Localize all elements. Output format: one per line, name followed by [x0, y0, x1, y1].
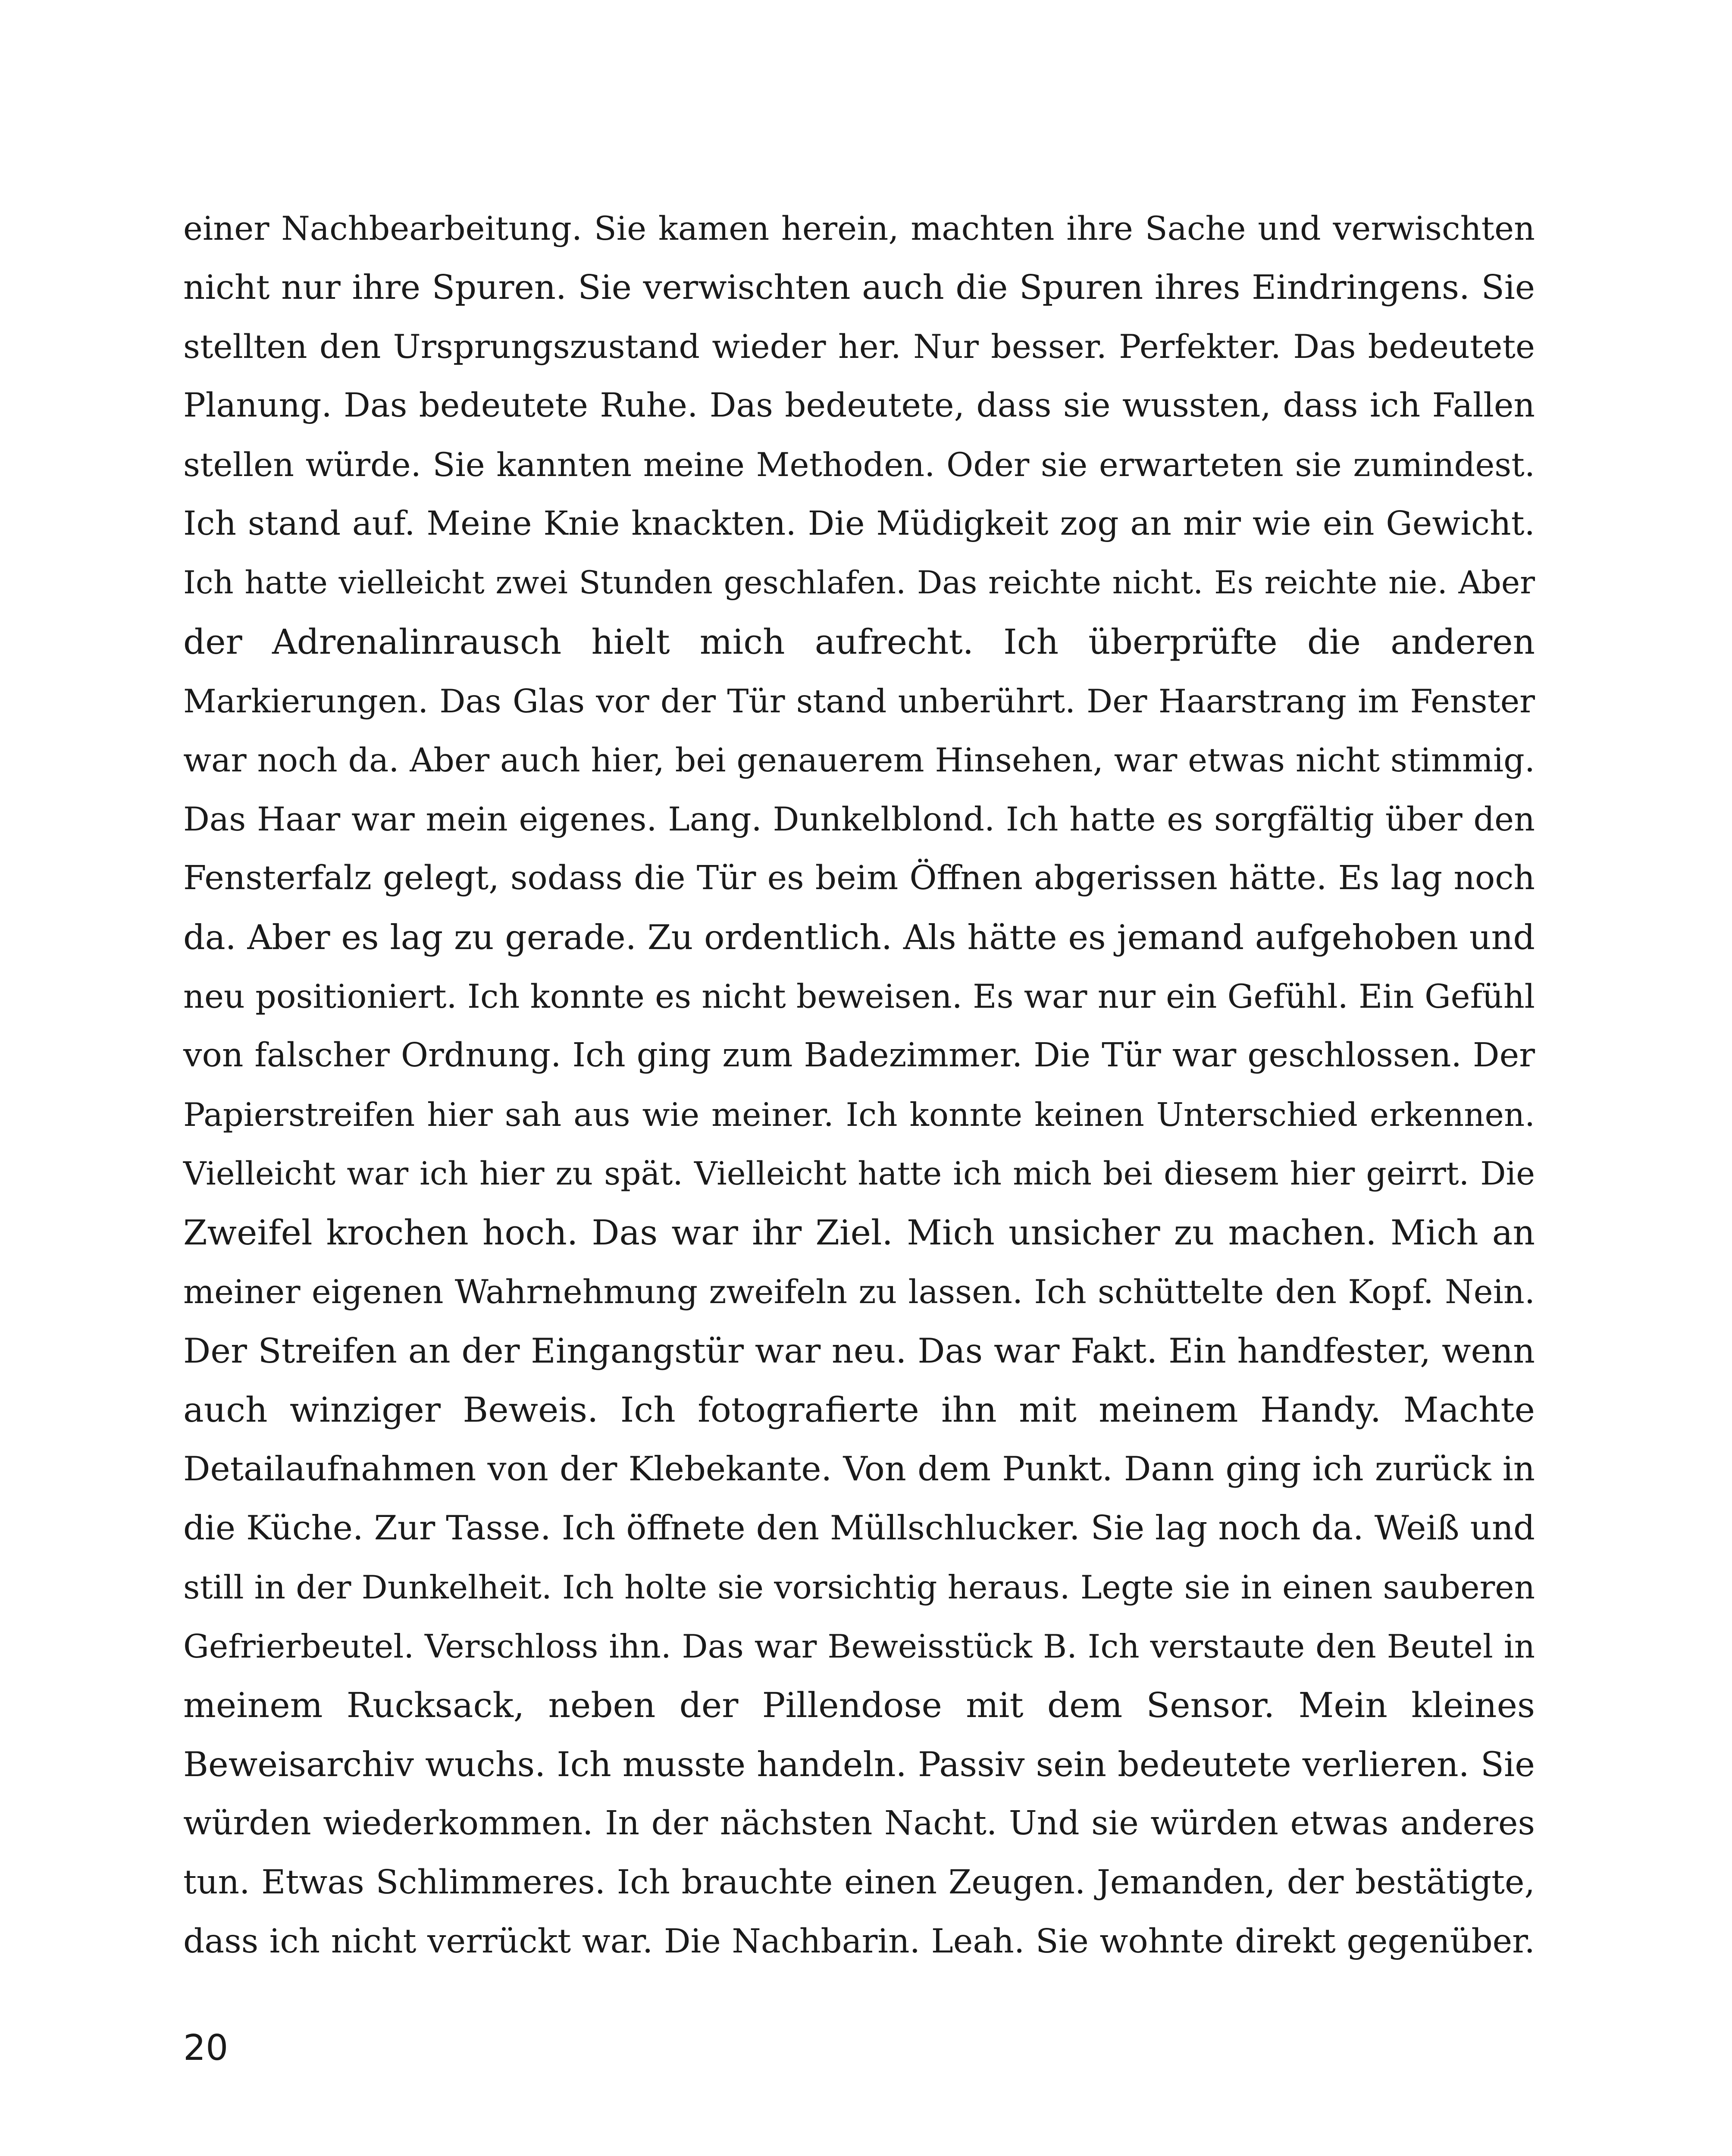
- text-line: meinem Rucksack, neben der Pillendose mit dem Sensor. Mein kleines: [183, 1685, 1535, 1725]
- text-line: Detailaufnahmen von der Klebekante. Von dem Punkt. Dann ging ich zurück in: [183, 1450, 1535, 1489]
- text-line: würden wiederkommen. In der nächsten Nacht. Und sie würden etwas anderes: [183, 1804, 1535, 1843]
- text-line: da. Aber es lag zu gerade. Zu ordentlich. Als hätte es jemand aufgehoben und: [183, 918, 1535, 957]
- text-line: meiner eigenen Wahrnehmung zweifeln zu lassen. Ich schüttelte den Kopf. Nein.: [183, 1272, 1535, 1311]
- text-line: stellen würde. Sie kannten meine Methoden. Oder sie erwarteten sie zumindest.: [183, 445, 1535, 484]
- text-line: Zweifel krochen hoch. Das war ihr Ziel. Mich unsicher zu machen. Mich an: [183, 1213, 1535, 1253]
- text-line: neu positioniert. Ich konnte es nicht beweisen. Es war nur ein Gefühl. Ein Gefühl: [183, 977, 1535, 1015]
- text-line: Markierungen. Das Glas vor der Tür stand unberührt. Der Haarstrang im Fenster: [183, 682, 1535, 720]
- text-line: Vielleicht war ich hier zu spät. Vielleicht hatte ich mich bei diesem hier geirrt. Die: [183, 1155, 1535, 1192]
- text-line: Der Streifen an der Eingangstür war neu. Das war Fakt. Ein handfester, wenn: [183, 1331, 1535, 1371]
- text-line: war noch da. Aber auch hier, bei genauerem Hinsehen, war etwas nicht stimmig.: [183, 741, 1535, 779]
- text-line: Fensterfalz gelegt, sodass die Tür es beim Öffnen abgerissen hätte. Es lag noch: [183, 859, 1535, 897]
- text-line: auch winziger Beweis. Ich fotografierte ihn mit meinem Handy. Machte: [183, 1390, 1535, 1430]
- text-line: tun. Etwas Schlimmeres. Ich brauchte einen Zeugen. Jemanden, der bestätigte,: [183, 1863, 1535, 1902]
- text-line: Ich stand auf. Meine Knie knackten. Die Müdigkeit zog an mir wie ein Gewicht.: [183, 505, 1535, 543]
- text-line: der Adrenalinrausch hielt mich aufrecht. Ich überprüfte die anderen: [183, 622, 1535, 662]
- text-line: Gefrierbeutel. Verschloss ihn. Das war Beweisstück B. Ich verstaute den Beutel in: [183, 1627, 1535, 1665]
- text-line: Das Haar war mein eigenes. Lang. Dunkelblond. Ich hatte es sorgfältig über den: [183, 800, 1535, 838]
- text-line: Ich hatte vielleicht zwei Stunden geschlafen. Das reichte nicht. Es reichte nie. Aber: [183, 564, 1535, 601]
- text-line: nicht nur ihre Spuren. Sie verwischten auch die Spuren ihres Eindringens. Sie: [183, 268, 1535, 307]
- text-line: die Küche. Zur Tasse. Ich öffnete den Müllschlucker. Sie lag noch da. Weiß und: [183, 1509, 1535, 1548]
- text-line: dass ich nicht verrückt war. Die Nachbarin. Leah. Sie wohnte direkt gegenüber.: [183, 1922, 1535, 1961]
- text-line: einer Nachbearbeitung. Sie kamen herein, machten ihre Sache und verwischten: [183, 209, 1535, 248]
- text-line: Papierstreifen hier sah aus wie meiner. Ich konnte keinen Unterschied erkennen.: [183, 1096, 1535, 1134]
- text-line: stellten den Ursprungszustand wieder her. Nur besser. Perfekter. Das bedeutete: [183, 327, 1535, 366]
- text-line: Planung. Das bedeutete Ruhe. Das bedeutete, dass sie wussten, dass ich Fallen: [183, 386, 1535, 425]
- page-number: 20: [183, 2028, 229, 2068]
- text-line: still in der Dunkelheit. Ich holte sie vorsichtig heraus. Legte sie in einen sauberen: [183, 1568, 1535, 1606]
- text-line: von falscher Ordnung. Ich ging zum Badezimmer. Die Tür war geschlossen. Der: [183, 1036, 1535, 1075]
- text-line: Beweisarchiv wuchs. Ich musste handeln. Passiv sein bedeutete verlieren. Sie: [183, 1745, 1535, 1784]
